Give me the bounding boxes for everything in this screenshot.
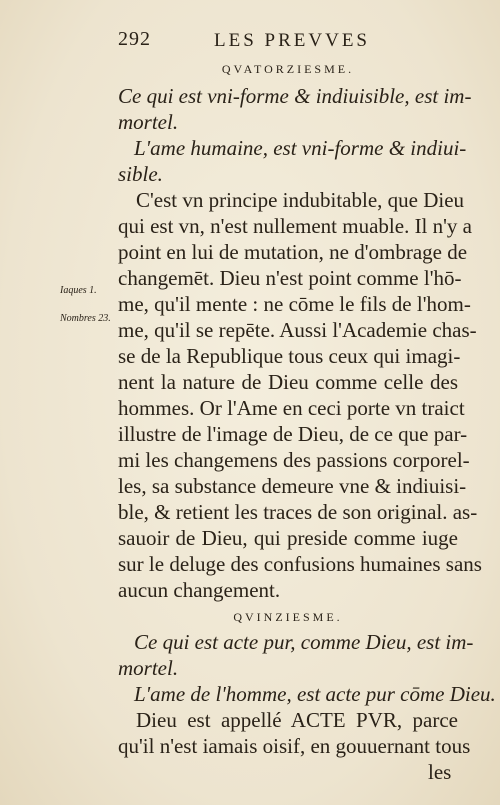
body-line: les, sa substance demeure vne & indiuisi-: [118, 474, 467, 498]
body-line: se de la Republique tous ceux qui imagi-: [118, 344, 461, 368]
running-title: LES PREVVES: [214, 30, 370, 51]
body-line: qu'il n'est iamais oisif, en gouuernant tous: [118, 734, 471, 758]
body-line: qui est vn, n'est nullement muable. Il n'y a: [118, 214, 472, 238]
body-line: nent la nature de Dieu comme celle des: [118, 370, 458, 394]
body-line: Dieu est appellé ACTE PVR, parce: [136, 708, 458, 732]
body-line: sur le deluge des confusions humaines sans: [118, 552, 482, 576]
body-line: point en lui de mutation, ne d'ombrage de: [118, 240, 468, 264]
page-number: 292: [118, 28, 151, 50]
proposition-line: Ce qui est vni-forme & indiuisible, est im-: [118, 84, 472, 108]
body-line: hommes. Or l'Ame en ceci porte vn traict: [118, 396, 465, 420]
body-line: me, qu'il se repēte. Aussi l'Academie chas-: [118, 318, 477, 342]
body-line: me, qu'il mente : ne cōme le fils de l'hom-: [118, 292, 471, 316]
proposition-line: Ce qui est acte pur, comme Dieu, est im-: [134, 630, 474, 654]
marginal-note: Nombres 23.: [60, 313, 111, 324]
proposition-line: L'ame humaine, est vni-forme & indiui-: [134, 136, 467, 160]
proposition-line: mortel.: [118, 656, 179, 680]
section-heading: QVINZIESME.: [233, 610, 343, 624]
catchword: les: [428, 760, 452, 784]
proposition-line: mortel.: [118, 110, 179, 134]
section-heading: QVATORZIESME.: [221, 62, 355, 76]
proposition-line: L'ame de l'homme, est acte pur cōme Dieu.: [134, 682, 496, 706]
body-line: illustre de l'image de Dieu, de ce que par-: [118, 422, 468, 446]
body-line: mi les changemens des passions corporel-: [118, 448, 470, 472]
body-line: aucun changement.: [118, 578, 281, 602]
marginal-note: Iaques 1.: [60, 285, 97, 296]
body-line: C'est vn principe indubitable, que Dieu: [136, 188, 465, 212]
body-line: changemēt. Dieu n'est point comme l'hō-: [118, 266, 462, 290]
body-line: sauoir de Dieu, qui preside comme iuge: [118, 526, 458, 550]
body-line: ble, & retient les traces de son original. as-: [118, 500, 478, 524]
proposition-line: sible.: [118, 162, 163, 186]
page-header: [118, 28, 458, 54]
